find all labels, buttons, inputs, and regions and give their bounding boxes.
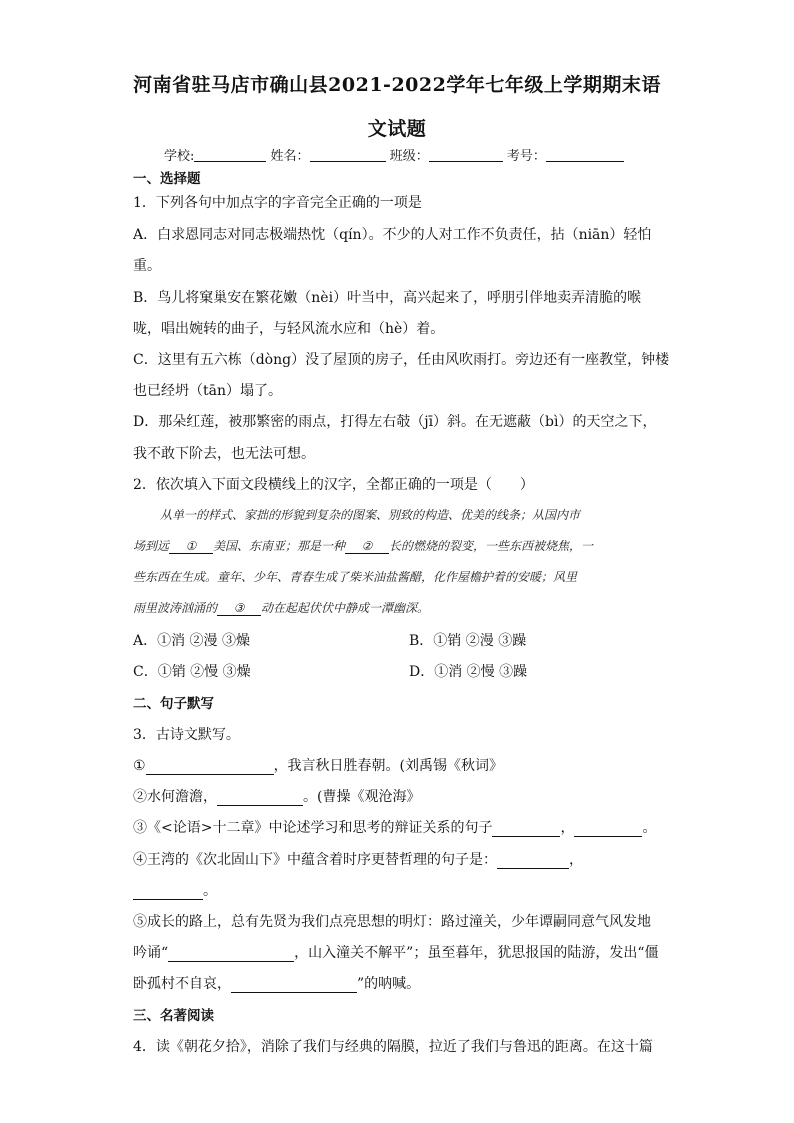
answer-blank[interactable] bbox=[133, 883, 203, 900]
option-a-line1: A．白求恩同志对同志极端热忱（qín）。不少的人对工作不负责任，拈（niān）轻怕 bbox=[133, 227, 652, 243]
recitation-line-4 bbox=[133, 849, 583, 869]
student-info-line bbox=[164, 145, 624, 164]
question-stem: 3．古诗文默写。 bbox=[133, 727, 240, 743]
recitation-line-2 bbox=[133, 786, 420, 806]
exam-no-field[interactable] bbox=[546, 149, 624, 162]
school-field[interactable] bbox=[194, 149, 266, 162]
exam-no-label: 考号： bbox=[506, 149, 546, 164]
name-label: 姓名： bbox=[270, 149, 310, 164]
answer-blank[interactable] bbox=[146, 758, 274, 775]
answer-blank[interactable] bbox=[231, 976, 357, 993]
line-text: ④王湾的《次北固山下》中蕴含着时序更替哲理的句子是： bbox=[133, 852, 497, 868]
option-b-line2: 咙，唱出婉转的曲子，与轻风流水应和（hè）着。 bbox=[133, 321, 445, 337]
option-c: C．①销 ②慢 ③燥 bbox=[133, 664, 251, 680]
blank-1: ① bbox=[169, 539, 213, 554]
passage-text: 美国、东南亚；那是一种 bbox=[213, 539, 346, 553]
recitation-line-5: ⑤成长的路上，总有先贤为我们点亮思想的明灯：路过潼关，少年谭嗣同意气风发地 bbox=[133, 914, 651, 930]
line-text: 。 bbox=[642, 820, 657, 836]
recitation-line-3 bbox=[133, 817, 656, 837]
section-heading: 一、选择题 bbox=[133, 171, 201, 187]
option-b: B．①销 ②漫 ③躁 bbox=[409, 633, 527, 649]
passage-text: 场到远 bbox=[133, 539, 170, 553]
line-text: ， bbox=[560, 820, 575, 836]
option-a-line2: 重。 bbox=[133, 258, 161, 274]
passage-text: 动在起起伏伏中静成一潭幽深。 bbox=[261, 601, 430, 615]
class-field[interactable] bbox=[429, 149, 503, 162]
exam-title-line1: 河南省驻马店市确山县2021-2022学年七年级上学期期末语 bbox=[133, 74, 661, 96]
exam-title-line2: 文试题 bbox=[367, 118, 427, 140]
answer-blank[interactable] bbox=[574, 820, 642, 837]
answer-blank[interactable] bbox=[492, 820, 560, 837]
school-label: 学校: bbox=[164, 149, 195, 164]
blank-3: ③ bbox=[217, 601, 261, 616]
recitation-line-6 bbox=[133, 942, 659, 962]
option-c-line2: 也已经坍（tān）塌了。 bbox=[133, 383, 282, 399]
passage-line: 些东西在生成。童年、少年、青春生成了柴米油盐酱醋，化作屋檐护着的安暖；风里 bbox=[133, 570, 578, 584]
option-c-line1: C．这里有五六栋（dòng）没了屋顶的房子，任由风吹雨打。旁边还有一座教堂，钟楼 bbox=[133, 352, 670, 368]
answer-blank[interactable] bbox=[168, 945, 294, 962]
option-a: A．①消 ②漫 ③燥 bbox=[133, 633, 251, 649]
line-text: ① bbox=[133, 758, 146, 774]
recitation-line-4b bbox=[133, 880, 217, 900]
passage-line: 从单一的样式、家拙的形貌到复杂的图案、别致的构造、优美的线条；从国内市 bbox=[160, 508, 581, 522]
passage-text: 雨里波涛汹涌的 bbox=[133, 601, 218, 615]
recitation-line-7 bbox=[133, 973, 420, 993]
class-label: 班级： bbox=[389, 149, 429, 164]
passage-line bbox=[133, 537, 593, 554]
line-text: 卧孤村不自哀， bbox=[133, 976, 231, 992]
section-heading: 三、名著阅读 bbox=[133, 1008, 214, 1024]
answer-blank[interactable] bbox=[217, 789, 303, 806]
line-text: 吟诵“ bbox=[133, 945, 169, 961]
option-d-line2: 我不敢下阶去，也无法可想。 bbox=[133, 446, 315, 462]
line-text: ③《<论语>十二章》中论述学习和思考的辩证关系的句子 bbox=[133, 820, 493, 836]
line-text: ②水何澹澹， bbox=[133, 789, 217, 805]
section-heading: 二、句子默写 bbox=[133, 696, 214, 712]
answer-blank[interactable] bbox=[497, 852, 569, 869]
line-text: 。 bbox=[203, 883, 217, 899]
line-text: 。(曹操《观沧海》 bbox=[303, 789, 421, 805]
line-text: ，我言秋日胜春朝。(刘禹锡《秋词》 bbox=[273, 758, 504, 774]
line-text: ”的呐喊。 bbox=[357, 976, 421, 992]
question-stem: 1．下列各句中加点字的字音完全正确的一项是 bbox=[133, 195, 422, 211]
line-text: ， bbox=[569, 852, 583, 868]
name-field[interactable] bbox=[310, 149, 386, 162]
question-stem: 2．依次填入下面文段横线上的汉字，全都正确的一项是（ ） bbox=[133, 477, 534, 493]
option-d-line1: D．那朵红莲，被那繁密的雨点，打得左右攲（jī）斜。在无遮蔽（bì）的天空之下， bbox=[133, 414, 657, 430]
option-d: D．①消 ②慢 ③躁 bbox=[409, 664, 528, 680]
question-stem: 4．读《朝花夕拾》，消除了我们与经典的隔膜，拉近了我们与鲁迅的距离。在这十篇 bbox=[133, 1039, 653, 1055]
option-b-line1: B．鸟儿将窠巢安在繁花嫩（nèi）叶当中，高兴起来了，呼朋引伴地卖弄清脆的喉 bbox=[133, 290, 642, 306]
line-text: ，山入潼关不解平”；虽至暮年，犹思报国的陆游，发出“僵 bbox=[294, 945, 659, 961]
recitation-line-1 bbox=[133, 755, 503, 775]
passage-text: 长的燃烧的裂变，一些东西被烧焦，一 bbox=[389, 539, 594, 553]
blank-2: ② bbox=[345, 539, 389, 554]
passage-line bbox=[133, 599, 429, 616]
